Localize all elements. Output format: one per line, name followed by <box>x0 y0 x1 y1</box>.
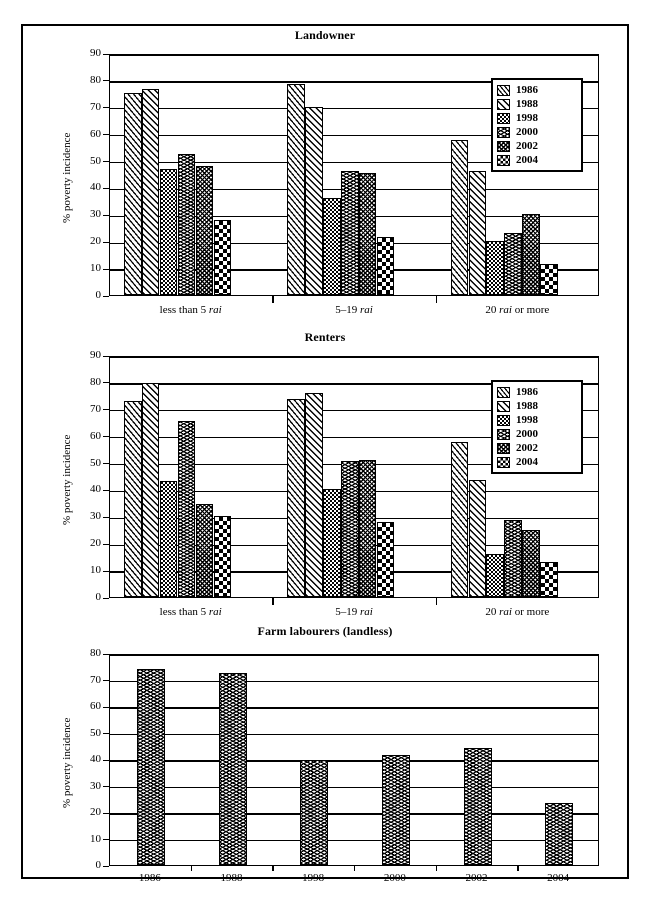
y-axis-tick-label: 80 <box>90 73 101 86</box>
gridline <box>110 654 598 655</box>
y-axis-tick-label: 40 <box>90 483 101 496</box>
y-axis-tick-label: 90 <box>90 47 101 59</box>
legend-label: 1986 <box>516 385 538 398</box>
x-axis-category-label: 1986 <box>138 872 161 884</box>
legend-1 <box>491 78 583 172</box>
y-axis-tick-label: 50 <box>90 154 101 167</box>
y-axis-tick <box>103 436 109 437</box>
legend-swatch-speckle-dots-icon <box>497 113 510 124</box>
legend-swatch-scattered-dashes-icon <box>497 85 510 96</box>
y-axis-tick <box>103 598 109 599</box>
legend-label: 2002 <box>516 441 538 454</box>
y-axis-tick-label: 20 <box>90 806 101 818</box>
legend-label: 1986 <box>516 83 538 96</box>
y-axis-tick <box>103 654 109 655</box>
y-axis-tick <box>103 571 109 572</box>
bar-1988 <box>219 673 247 865</box>
y-axis-tick <box>103 356 109 357</box>
bar-2002-1 <box>359 173 377 295</box>
figure-frame <box>21 24 629 884</box>
y-axis-tick <box>103 215 109 216</box>
bar-2004-2 <box>540 264 558 295</box>
legend-label: 1998 <box>516 413 538 426</box>
y-axis-label-3: % poverty incidence <box>61 717 73 808</box>
y-axis-tick <box>103 134 109 135</box>
category-separator <box>354 866 355 871</box>
legend-swatch-speckle-dots-icon <box>497 415 510 426</box>
x-axis-category-label: less than 5 rai <box>159 606 222 618</box>
legend-swatch-checkerboard-icon <box>497 155 510 166</box>
y-axis-tick <box>103 409 109 410</box>
y-axis-tick-label: 30 <box>90 779 101 792</box>
legend-swatch-scattered-dashes-icon <box>497 387 510 398</box>
x-axis-category-label: 2000 <box>383 872 406 884</box>
y-axis-tick <box>103 707 109 708</box>
y-axis-tick-label: 70 <box>90 100 101 113</box>
bar-2002 <box>464 748 492 865</box>
y-axis-tick-label: 70 <box>90 402 101 415</box>
x-axis-category-label: 5–19 rai <box>335 606 373 618</box>
y-axis-tick <box>103 242 109 243</box>
category-separator <box>517 866 518 871</box>
y-axis-tick-label: 90 <box>90 349 101 361</box>
legend-swatch-cross-hatch-icon <box>497 443 510 454</box>
y-axis-tick <box>103 517 109 518</box>
y-axis-tick <box>103 161 109 162</box>
y-axis-tick-label: 10 <box>90 832 101 845</box>
bar-1988-2 <box>469 480 487 597</box>
bar-1988-1 <box>305 393 323 597</box>
y-axis-tick <box>103 733 109 734</box>
legend-label: 1988 <box>516 97 538 110</box>
x-axis-category-label: 20 rai or more <box>485 304 550 316</box>
bar-2002-2 <box>522 214 540 295</box>
legend-label: 2004 <box>516 455 538 468</box>
legend-label: 2000 <box>516 427 538 440</box>
y-axis-tick <box>103 813 109 814</box>
legend-entry[interactable] <box>497 455 575 469</box>
bar-1986-0 <box>124 401 142 597</box>
category-separator <box>272 866 273 871</box>
y-axis-tick-label: 0 <box>95 289 101 301</box>
legend-entry[interactable] <box>497 441 575 455</box>
gridline <box>110 681 598 682</box>
y-axis-tick <box>103 866 109 867</box>
legend-swatch-wavy-lines-icon <box>497 127 510 138</box>
gridline <box>110 707 598 708</box>
legend-swatch-diagonal-stripes-icon <box>497 401 510 412</box>
gridline <box>110 813 598 814</box>
bar-1986-2 <box>451 140 469 295</box>
gridline <box>110 787 598 788</box>
bar-1988-1 <box>305 107 323 295</box>
bar-2000-1 <box>341 171 359 295</box>
category-separator <box>436 598 437 605</box>
bar-2004-0 <box>214 516 232 597</box>
bar-1986-0 <box>124 93 142 295</box>
y-axis-tick <box>103 269 109 270</box>
y-axis-tick-label: 0 <box>95 591 101 603</box>
legend-swatch-diagonal-stripes-icon <box>497 99 510 110</box>
bar-1986-2 <box>451 442 469 597</box>
bar-1988-2 <box>469 171 487 295</box>
y-axis-tick-label: 60 <box>90 700 101 712</box>
x-axis-category-label: 1988 <box>220 872 243 884</box>
y-axis-tick <box>103 188 109 189</box>
legend-label: 2004 <box>516 153 538 166</box>
y-axis-tick <box>103 80 109 81</box>
bar-2004-2 <box>540 562 558 597</box>
legend-entry[interactable] <box>497 125 575 139</box>
y-axis-tick-label: 40 <box>90 753 101 765</box>
y-axis-tick-label: 40 <box>90 181 101 194</box>
gridline <box>110 54 598 55</box>
y-axis-tick-label: 20 <box>90 537 101 550</box>
y-axis-tick-label: 50 <box>90 456 101 469</box>
x-axis-category-label: 20 rai or more <box>485 606 550 618</box>
y-axis-tick-label: 30 <box>90 208 101 221</box>
legend-entry[interactable] <box>497 139 575 153</box>
legend-swatch-wavy-lines-icon <box>497 429 510 440</box>
y-axis-tick <box>103 382 109 383</box>
bar-2004-1 <box>377 237 395 295</box>
y-axis-tick-label: 10 <box>90 262 101 275</box>
legend-swatch-checkerboard-icon <box>497 457 510 468</box>
x-axis-category-label: 1998 <box>302 872 325 884</box>
bar-2000 <box>382 755 410 865</box>
gridline <box>110 734 598 735</box>
legend-2 <box>491 380 583 474</box>
legend-entry[interactable] <box>497 153 575 167</box>
bar-2004-1 <box>377 522 395 597</box>
bar-2002-2 <box>522 530 540 597</box>
gridline <box>110 760 598 761</box>
y-axis-tick <box>103 760 109 761</box>
chart-title-3: Farm labourers (landless) <box>257 624 393 638</box>
y-axis-label-2: % poverty incidence <box>61 434 73 525</box>
y-axis-tick-label: 30 <box>90 510 101 523</box>
y-axis-tick <box>103 107 109 108</box>
category-separator <box>191 866 192 871</box>
y-axis-label-1: % poverty incidence <box>61 132 73 223</box>
bar-2002-0 <box>196 504 214 597</box>
legend-entry[interactable] <box>497 83 575 97</box>
legend-entry[interactable] <box>497 97 575 111</box>
x-axis-category-label: 2004 <box>547 872 570 884</box>
y-axis-tick <box>103 490 109 491</box>
legend-swatch-cross-hatch-icon <box>497 141 510 152</box>
y-axis-tick-label: 20 <box>90 235 101 248</box>
bar-1998-1 <box>323 198 341 295</box>
y-axis-tick-label: 80 <box>90 375 101 388</box>
y-axis-tick <box>103 786 109 787</box>
category-separator <box>436 866 437 871</box>
x-axis-category-label: less than 5 rai <box>159 304 222 316</box>
bar-2000-2 <box>504 520 522 597</box>
chart-title-2: Renters <box>304 330 346 344</box>
legend-label: 2002 <box>516 139 538 152</box>
bar-1998-2 <box>486 554 504 597</box>
y-axis-tick <box>103 296 109 297</box>
bar-1998-0 <box>160 481 178 597</box>
bar-1986-1 <box>287 399 305 597</box>
legend-label: 2000 <box>516 125 538 138</box>
bar-2004 <box>545 803 573 865</box>
bar-1998-2 <box>486 241 504 295</box>
legend-label: 1998 <box>516 111 538 124</box>
category-separator <box>436 296 437 303</box>
legend-label: 1988 <box>516 399 538 412</box>
bar-2000-0 <box>178 154 196 295</box>
x-axis-category-label: 2002 <box>465 872 488 884</box>
bar-1986 <box>137 669 165 865</box>
bar-2004-0 <box>214 220 232 295</box>
bar-2000-1 <box>341 461 359 597</box>
bar-1988-0 <box>142 383 160 597</box>
legend-entry[interactable] <box>497 399 575 413</box>
y-axis-tick <box>103 54 109 55</box>
bar-2000-0 <box>178 421 196 597</box>
y-axis-tick <box>103 463 109 464</box>
category-separator <box>272 296 273 303</box>
x-axis-category-label: 5–19 rai <box>335 304 373 316</box>
bar-1988-0 <box>142 89 160 295</box>
y-axis-tick-label: 10 <box>90 564 101 577</box>
gridline <box>110 356 598 357</box>
y-axis-tick-label: 80 <box>90 647 101 659</box>
plot-area-3 <box>109 654 599 866</box>
y-axis-tick <box>103 680 109 681</box>
bar-1998 <box>300 760 328 865</box>
category-separator <box>272 598 273 605</box>
bar-2002-1 <box>359 460 377 597</box>
legend-entry[interactable] <box>497 385 575 399</box>
y-axis-tick-label: 70 <box>90 673 101 686</box>
bar-2000-2 <box>504 233 522 295</box>
legend-entry[interactable] <box>497 427 575 441</box>
legend-entry[interactable] <box>497 111 575 125</box>
bar-2002-0 <box>196 166 214 295</box>
bar-1986-1 <box>287 84 305 295</box>
y-axis-tick-label: 60 <box>90 429 101 442</box>
y-axis-tick <box>103 839 109 840</box>
y-axis-tick-label: 0 <box>95 859 101 871</box>
bar-1998-1 <box>323 489 341 597</box>
y-axis-tick-label: 60 <box>90 127 101 140</box>
gridline <box>110 840 598 841</box>
y-axis-tick-label: 50 <box>90 726 101 739</box>
legend-entry[interactable] <box>497 413 575 427</box>
y-axis-tick <box>103 544 109 545</box>
bar-1998-0 <box>160 169 178 295</box>
chart-title-1: Landowner <box>294 28 356 42</box>
